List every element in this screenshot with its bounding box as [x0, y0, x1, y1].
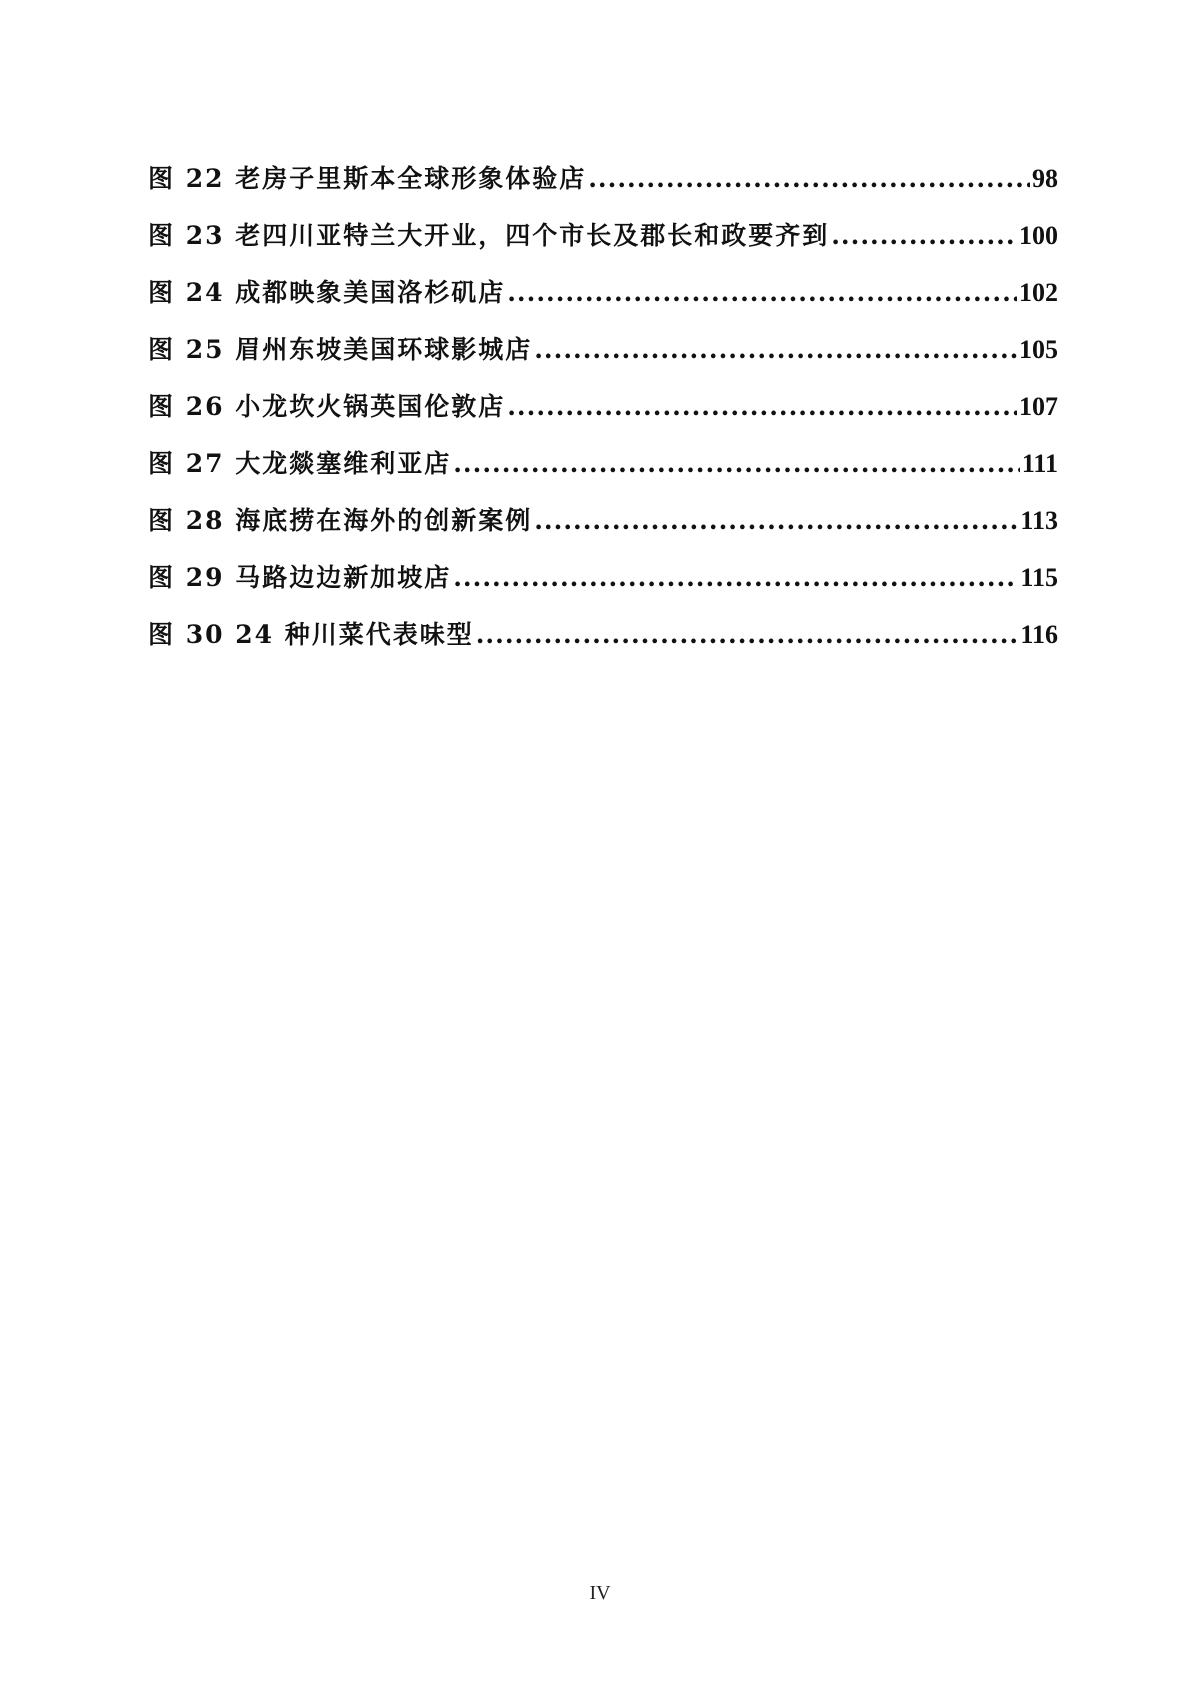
toc-entry-fig-25[interactable]: [148, 330, 1058, 387]
toc-entry-page: 113: [1020, 506, 1058, 535]
toc-entry-title: 图 23 老四川亚特兰大开业，四个市长及郡长和政要齐到: [148, 221, 830, 250]
page-number: IV: [589, 1582, 611, 1604]
toc-entry-page: 100: [1019, 221, 1058, 250]
toc-entry-title: 图 22 老房子里斯本全球形象体验店: [148, 164, 587, 193]
dot-leader: [476, 620, 1019, 649]
dot-leader: [534, 506, 1018, 535]
dot-leader: [507, 278, 1017, 307]
toc-entry-page: 102: [1019, 278, 1058, 307]
toc-entry-page: 116: [1020, 620, 1058, 649]
toc-entry-title: 图 24 成都映象美国洛杉矶店: [148, 278, 506, 307]
dot-leader: [453, 563, 1018, 592]
toc-entry-fig-30[interactable]: [148, 615, 1058, 672]
toc-entry-page: 105: [1019, 335, 1058, 364]
toc-entry-fig-26[interactable]: [148, 387, 1058, 444]
dot-leader: [453, 449, 1020, 478]
toc-entry-title: 图 26 小龙坎火锅英国伦敦店: [148, 392, 506, 421]
toc-entry-title: 图 25 眉州东坡美国环球影城店: [148, 335, 533, 364]
toc-entry-title: 图 27 大龙燚塞维利亚店: [148, 449, 452, 478]
toc-entry-title: 图 29 马路边边新加坡店: [148, 563, 452, 592]
toc-entry-fig-22[interactable]: [148, 159, 1058, 216]
toc-entry-fig-23[interactable]: [148, 216, 1058, 273]
toc-entry-fig-28[interactable]: [148, 501, 1058, 558]
toc-entry-page: 115: [1020, 563, 1058, 592]
toc-entry-page: 98: [1032, 164, 1058, 193]
dot-leader: [588, 164, 1030, 193]
toc-entry-fig-29[interactable]: [148, 558, 1058, 615]
toc-entry-fig-24[interactable]: [148, 273, 1058, 330]
toc-entry-page: 111: [1021, 449, 1058, 478]
toc-entry-title: 图 30 24 种川菜代表味型: [148, 620, 474, 649]
figure-list: [148, 159, 1058, 672]
toc-entry-page: 107: [1019, 392, 1058, 421]
dot-leader: [534, 335, 1017, 364]
toc-entry-fig-27[interactable]: [148, 444, 1058, 501]
dot-leader: [507, 392, 1017, 421]
dot-leader: [831, 221, 1017, 250]
toc-entry-title: 图 28 海底捞在海外的创新案例: [148, 506, 533, 535]
